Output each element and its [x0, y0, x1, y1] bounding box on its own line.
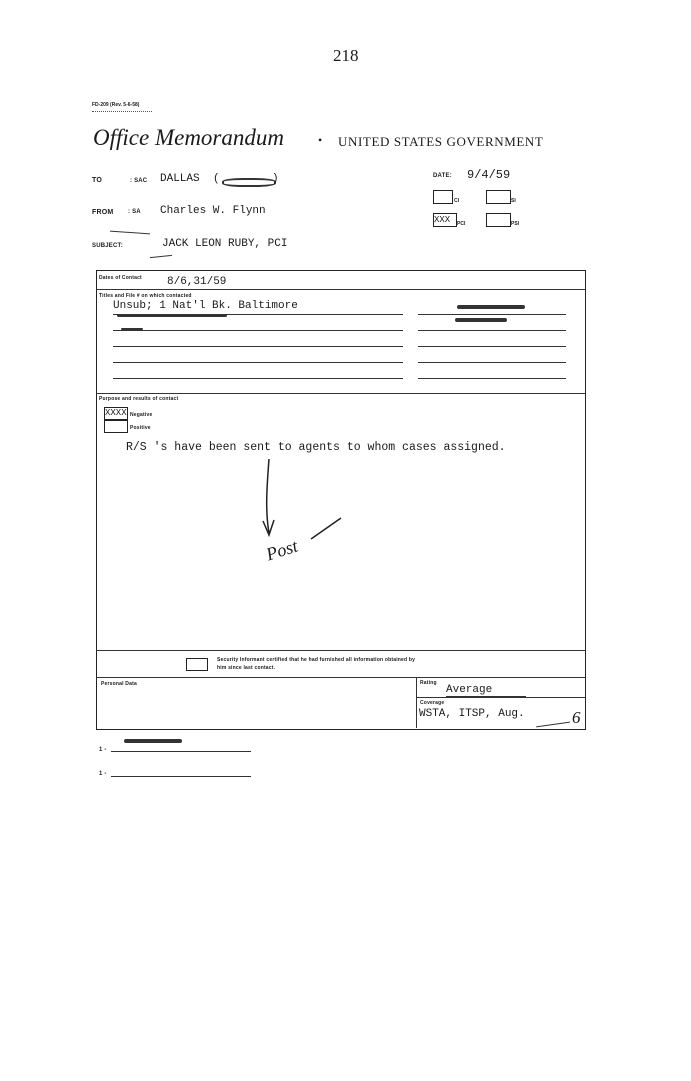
negative-checkbox	[104, 407, 128, 420]
to-paren-open: (	[213, 173, 220, 185]
date-value: 9/4/59	[467, 168, 511, 182]
footer-line-2	[111, 776, 251, 777]
titles-label: Titles and File # on which contacted	[99, 293, 192, 299]
purpose-divider	[96, 650, 585, 651]
title-separator: •	[318, 133, 323, 147]
dates-label: Dates of Contact	[99, 275, 142, 281]
file-rule-2	[418, 330, 566, 331]
from-prefix: : SA	[128, 209, 141, 215]
file-rule-3	[418, 346, 566, 347]
rating-value: Average	[446, 684, 493, 696]
form-id: FD-209 (Rev. 5-6-58)	[92, 102, 140, 108]
security-divider	[96, 677, 585, 678]
to-label: TO	[92, 177, 102, 184]
purpose-label: Purpose and results of contact	[99, 396, 179, 402]
handwritten-arrow	[255, 455, 355, 585]
file-rule-5	[418, 378, 566, 379]
title-rule-3	[113, 346, 403, 347]
security-text-1: Security Informant certified that he had furnished all information obtained by	[217, 657, 416, 663]
redaction-mark	[222, 178, 276, 187]
from-value: Charles W. Flynn	[160, 205, 266, 217]
negative-label: Negative	[130, 412, 153, 418]
form-id-underline	[92, 111, 152, 112]
title-line-1: Unsub; 1 Nat'l Bk. Baltimore	[113, 300, 298, 312]
rating-label: Rating	[420, 680, 437, 686]
checkbox-pci	[433, 213, 457, 227]
subject-underline	[150, 255, 172, 258]
checkbox-si-label: SI	[511, 198, 516, 204]
title-rule-5	[113, 378, 403, 379]
security-text-2: him since last contact.	[217, 665, 276, 671]
checkbox-pci-mark: XXX	[434, 215, 451, 225]
result-text: R/S 's have been sent to agents to whom cases assigned.	[126, 441, 506, 454]
negative-checkbox-mark: XXXX	[105, 408, 127, 418]
positive-label: Positive	[130, 425, 151, 431]
coverage-handwritten-mark: 6	[572, 708, 581, 727]
title-rule-4	[113, 362, 403, 363]
checkbox-psi-label: PSI	[511, 221, 520, 227]
date-label: DATE:	[433, 173, 452, 179]
from-label: FROM	[92, 209, 114, 216]
coverage-value: WSTA, ITSP, Aug.	[419, 708, 525, 720]
page-number: 218	[333, 46, 359, 65]
checkbox-psi	[486, 213, 511, 227]
to-paren-close: )	[272, 173, 279, 185]
footer-line-1-prefix: 1 -	[99, 747, 107, 753]
coverage-label: Coverage	[420, 700, 445, 706]
positive-checkbox	[104, 420, 128, 433]
redaction-mark-file-2	[455, 318, 507, 322]
subject-value: JACK LEON RUBY, PCI	[162, 238, 288, 250]
checkbox-ci-label: CI	[454, 198, 459, 204]
memo-title: Office Memorandum	[93, 125, 284, 150]
handwritten-note: Post	[263, 535, 301, 565]
checkbox-si	[486, 190, 511, 204]
titles-divider	[96, 393, 585, 394]
redaction-mark-file-1	[457, 305, 525, 309]
from-underline	[110, 231, 150, 235]
security-checkbox	[186, 658, 208, 671]
file-rule-1	[418, 314, 566, 315]
footer-line-1	[111, 751, 251, 752]
to-value: DALLAS	[160, 173, 200, 185]
dates-value: 8/6,31/59	[167, 276, 227, 288]
government-heading: UNITED STATES GOVERNMENT	[338, 134, 544, 149]
bottom-vertical-divider	[416, 677, 417, 728]
title-rule-1	[113, 314, 403, 315]
checkbox-ci	[433, 190, 453, 204]
personal-data-label: Personal Data	[101, 681, 137, 687]
redaction-mark-footer	[124, 739, 182, 743]
dates-divider	[96, 289, 585, 290]
file-rule-4	[418, 362, 566, 363]
rating-divider	[416, 697, 585, 698]
footer-line-2-prefix: 1 -	[99, 771, 107, 777]
checkbox-pci-label: PCI	[457, 221, 466, 227]
to-prefix: : SAC	[130, 178, 148, 184]
title-rule-2	[113, 330, 403, 331]
subject-label: SUBJECT:	[92, 243, 123, 249]
